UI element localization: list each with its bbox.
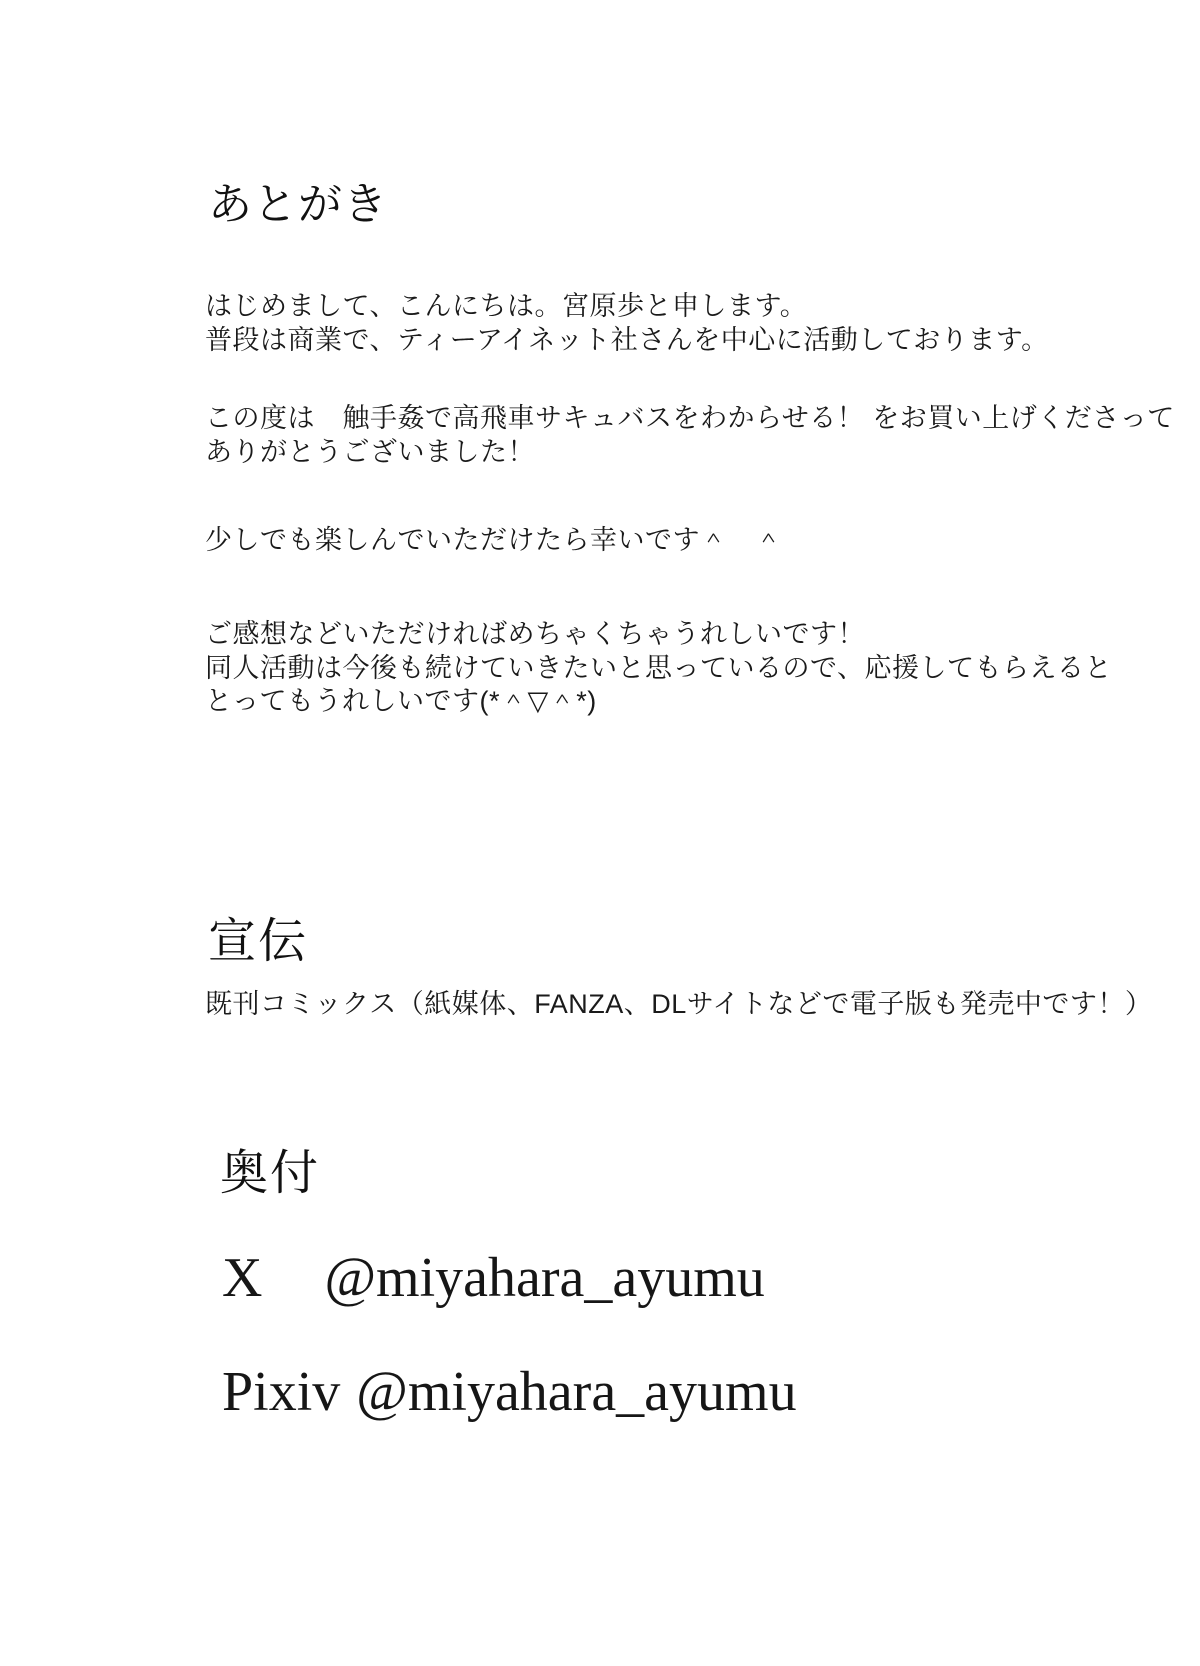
x-label: X xyxy=(222,1247,263,1309)
afterword-heading: あとがき xyxy=(208,180,388,229)
pixiv-handle-line xyxy=(222,1360,797,1424)
thanks-line-1: この度は 触手姦で高飛車サキュバスをわからせる！ をお買い上げくださって xyxy=(205,403,1175,433)
feedback-paragraph xyxy=(205,618,1112,719)
feedback-line-3: とってもうれしいです(*＾▽＾*) xyxy=(205,686,597,716)
enjoy-line: 少しでも楽しんでいただけたら幸いです＾ ＾ xyxy=(205,525,783,555)
intro-line-2: 普段は商業で、ティーアイネット社さんを中心に活動しております。 xyxy=(205,324,1049,355)
colophon-heading: 奥付 xyxy=(220,1147,321,1200)
feedback-line-2: 同人活動は今後も続けていきたいと思っているので、応援してもらえると xyxy=(205,652,1112,683)
thanks-line-2: ありがとうございました！ xyxy=(205,436,535,467)
pixiv-label: Pixiv xyxy=(222,1361,341,1423)
thanks-paragraph xyxy=(205,402,1175,469)
promotion-heading: 宣伝 xyxy=(208,915,309,968)
intro-paragraph xyxy=(205,290,1049,357)
x-handle: @miyahara_ayumu xyxy=(324,1247,765,1309)
promotion-body: 既刊コミックス（紙媒体、FANZA、DLサイトなどで電子版も発売中です！） xyxy=(205,989,1153,1019)
x-handle-line xyxy=(222,1246,765,1310)
feedback-line-1: ご感想などいただければめちゃくちゃうれしいです！ xyxy=(205,619,865,649)
pixiv-handle: @miyahara_ayumu xyxy=(356,1361,797,1423)
intro-line-1: はじめまして、こんにちは。宮原歩と申します。 xyxy=(205,291,808,321)
